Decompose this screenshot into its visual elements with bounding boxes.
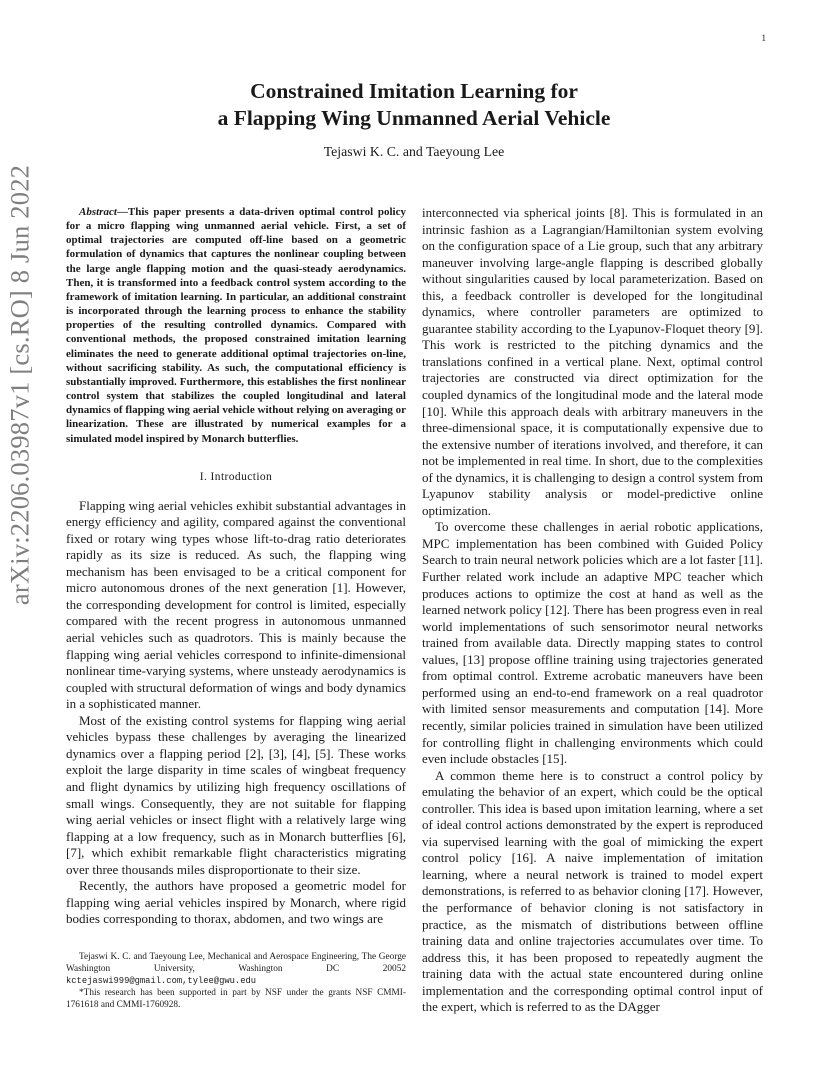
paragraph: A common theme here is to construct a control policy by emulating the behavior of an expert, which could be the optical controller. This idea is based upon imitation learning, where a set of ideal control actions demonstrated by the expert is reproduced via supervised learning with the goal of mimicking the expert control policy [16]. A naive implementation of imitation learning, where a neural network is trained to model expert demonstrations, is referred to as behavior cloning [17]. However, the performance of behavior cloning is not satisfactory in practice, as the mismatch of distributions between offline training data and online trajectories accumulates over time. To address this, it has been proposed to repeatedly augment the training data with the actual state encountered during online implementation and the corresponding optimal control input of the expert, which is referred to as the DAgger — [422, 767, 763, 1015]
left-column — [66, 205, 406, 928]
arxiv-identifier-text: arXiv:2206.03987v1 [cs.RO] 8 Jun 2022 — [4, 164, 35, 606]
abstract — [66, 205, 406, 446]
paper-title — [0, 78, 828, 132]
right-column — [422, 205, 763, 1016]
paragraph: Flapping wing aerial vehicles exhibit substantial advantages in energy efficiency and agility, compared against the conventional fixed or rotary wing types whose lift-to-drag ratio deteriorates rapidly as its size is reduced. As such, the flapping wing mechanism has been envisaged to be a critical component for micro autonomous drones of the next generation [1]. However, the corresponding development for control is limited, especially compared with the recent progress in autonomous unmanned aerial vehicles such as quadrotors. This is mainly because the flapping wing aerial vehicles correspond to infinite-dimensional nonlinear time-varying systems, where unsteady aerodynamics is coupled with structural deformation of wings and body dynamics in a sophisticated manner. — [66, 497, 406, 712]
paragraph: interconnected via spherical joints [8]. This is formulated in an intrinsic fashion as a Lagrangian/Hamiltonian system evolving on the configuration space of a Lie group, such that any arbitrary maneuver involving large-angle flapping is described globally without singularities caused by local parameterization. Based on this, a feedback controller is developed for the longitudinal dynamics, where controller parameters are optimized to guarantee stability according to the Lyapunov-Floquet theory [9]. This work is restricted to the pitching dynamics and the translations confined in a vertical plane. Next, optimal control trajectories are constructed via direct optimization for the coupled dynamics of the longitudinal mode and the lateral mode [10]. While this approach deals with arbitrary maneuvers in the three-dimensional space, it is computationally expensive due to the extensive number of iterations involved, and therefore, it can not be implemented in real time. In short, due to the complexities of the dynamics, it is challenging to design a control system from Lyapunov stability analysis or model-predictive online optimization. — [422, 205, 763, 518]
abstract-text: —This paper presents a data-driven optimal control policy for a micro flapping wing unmanned aerial vehicle. First, a set of optimal trajectories are computed off-line based on a geometric formulation of dynamics that captures the nonlinear coupling between the large angle flapping motion and the quasi-steady aerodynamics. Then, it is transformed into a feedback control system according to the framework of imitation learning. In particular, an additional constraint is incorporated through the learning process to enhance the stability properties of the resulting controlled dynamics. Compared with conventional methods, the proposed constrained imitation learning eliminates the need to generate additional optimal trajectories on-line, without sacrificing stability. As such, the computational efficiency is substantially improved. Furthermore, this establishes the first nonlinear control system that stabilizes the coupled longitudinal and lateral dynamics of flapping wing aerial vehicle without relying on averaging or linearization. These are illustrated by numerical examples for a simulated model inspired by Monarch butterflies. — [66, 206, 406, 445]
page-number: 1 — [761, 33, 766, 43]
footnote-affiliation-text: Tejaswi K. C. and Taeyoung Lee, Mechanical and Aerospace Engineering, The George Washington University, Washington DC 20052 — [66, 952, 406, 974]
title-line-2: a Flapping Wing Unmanned Aerial Vehicle — [217, 106, 611, 130]
paragraph: Recently, the authors have proposed a geometric model for flapping wing aerial vehicles inspired by Monarch, where rigid bodies corresponding to thorax, abdomen, and two wings are — [66, 878, 406, 927]
paragraph: Most of the existing control systems for flapping wing aerial vehicles bypass these challenges by averaging the linearized dynamics over a flapping period [2], [3], [4], [5]. These works exploit the large disparity in time scales of wingbeat frequency and flight dynamics by utilizing high frequency oscillations of small wings. Consequently, they are not suitable for flapping wing aerial vehicles or insect flight with a relatively large wing flapping at a low frequency, such as in Monarch butterflies [6], [7], which exhibit remarkable flight characteristics migrating over three thousands miles disproportionate to their size. — [66, 712, 406, 877]
section-heading-introduction: I. Introduction — [199, 470, 273, 483]
footnote-emails: kctejaswi999@gmail.com,tylee@gwu.edu — [66, 975, 257, 986]
authors: Tejaswi K. C. and Taeyoung Lee — [323, 144, 505, 159]
footnote-funding: *This research has been supported in part by NSF under the grants NSF CMMI-1761618 and CMMI-1760928. — [66, 987, 406, 1010]
footnotes — [66, 952, 406, 1012]
title-line-1: Constrained Imitation Learning for — [250, 79, 578, 103]
introduction-body — [66, 498, 406, 928]
paragraph: To overcome these challenges in aerial robotic applications, MPC implementation has been combined with Guided Policy Search to train neural network policies which are a lot faster [11]. Further related work include an adaptive MPC teacher which produces actions to optimize the cost at hand as well as the learned network policy [12]. There has been progress even in real world implementations of such sensorimotor neural networks trained from available data. Directly mapping states to control values, [13] propose offline training using trajectories generated from optimal control. Extreme acrobatic maneuvers have been performed using an end-to-end framework on a real quadrotor with limited sensor measurements and computation [14]. More recently, similar policies trained in simulation have been utilized for controlling flight in challenging environments which could even include obstacles [15]. — [422, 519, 763, 767]
abstract-label: Abstract — [79, 206, 117, 218]
footnote-affiliation — [66, 952, 406, 988]
